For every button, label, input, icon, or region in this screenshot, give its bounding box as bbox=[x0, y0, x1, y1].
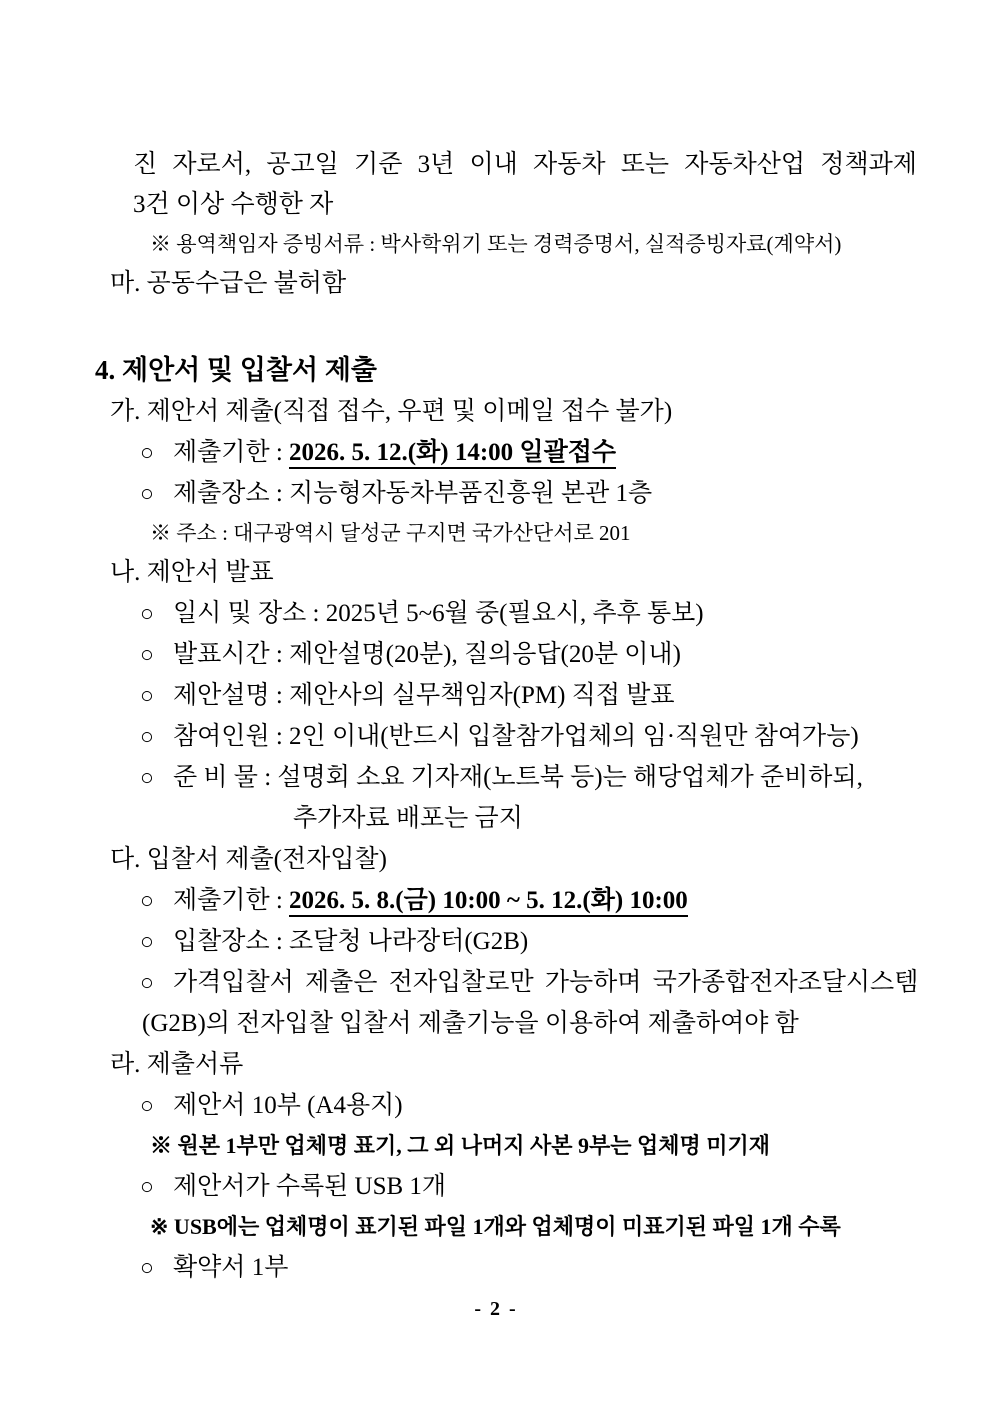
doc-usb-note: ※ USB에는 업체명이 표기된 파일 1개와 업체명이 미표기된 파일 1개 수록 bbox=[150, 1214, 841, 1239]
bullet-doc-usb bbox=[140, 1166, 992, 1207]
page-number: - 2 - bbox=[474, 1298, 518, 1320]
bid-place-text: 입찰장소 : 조달청 나라장터(G2B) bbox=[173, 928, 529, 955]
presentation-materials-text: 준 비 물 : 설명회 소요 기자재(노트북 등)는 해당업체가 준비하되, bbox=[173, 764, 863, 791]
bid-method-continuation: (G2B)의 전자입찰 입찰서 제출기능을 이용하여 제출하여야 함 bbox=[142, 1010, 799, 1037]
circle-bullet-icon: ○ bbox=[140, 888, 154, 913]
presentation-materials-continuation: 추가자료 배포는 금지 bbox=[293, 805, 523, 832]
item-da-label: 다. 입찰서 제출(전자입찰) bbox=[110, 846, 387, 873]
carryover-line-2: 3건 이상 수행한 자 bbox=[133, 191, 334, 218]
bullet-doc-pledge bbox=[140, 1247, 992, 1288]
circle-bullet-icon: ○ bbox=[140, 929, 154, 954]
bid-deadline-prefix: 제출기한 : bbox=[173, 887, 290, 914]
circle-bullet-icon: ○ bbox=[140, 481, 154, 506]
bullet-bid-deadline bbox=[140, 880, 992, 921]
bullet-presentation-schedule bbox=[140, 593, 992, 634]
submission-place-text: 제출장소 : 지능형자동차부품진흥원 본관 1층 bbox=[173, 480, 653, 507]
carryover-line-1: 진 자로서, 공고일 기준 3년 이내 자동차 또는 자동차산업 정책과제 bbox=[133, 151, 917, 178]
doc-proposal-text: 제안서 10부 (A4용지) bbox=[173, 1092, 403, 1119]
doc-usb-text: 제안서가 수록된 USB 1개 bbox=[173, 1173, 447, 1200]
circle-bullet-icon: ○ bbox=[140, 601, 154, 626]
section-gap bbox=[0, 304, 992, 349]
circle-bullet-icon: ○ bbox=[140, 765, 154, 790]
circle-bullet-icon: ○ bbox=[140, 724, 154, 749]
presentation-attendees-text: 참여인원 : 2인 이내(반드시 입찰참가업체의 임·직원만 참여가능) bbox=[173, 723, 859, 750]
circle-bullet-icon: ○ bbox=[140, 1093, 154, 1118]
bullet-presentation-materials bbox=[140, 757, 992, 798]
circle-bullet-icon: ○ bbox=[140, 683, 154, 708]
circle-bullet-icon: ○ bbox=[140, 642, 154, 667]
bullet-presentation-duration bbox=[140, 634, 992, 675]
bullet-bid-place bbox=[140, 921, 992, 962]
bid-deadline-value: 2026. 5. 8.(금) 10:00 ~ 5. 12.(화) 10:00 bbox=[289, 887, 688, 917]
bid-method-line1: 가격입찰서 제출은 전자입찰로만 가능하며 국가종합전자조달시스템 bbox=[173, 969, 919, 996]
bullet-doc-proposal bbox=[140, 1085, 992, 1126]
section-4-title: 4. 제안서 및 입찰서 제출 bbox=[95, 355, 377, 385]
item-na-label: 나. 제안서 발표 bbox=[110, 559, 274, 586]
address-note: ※ 주소 : 대구광역시 달성군 구지면 국가산단서로 201 bbox=[150, 521, 631, 545]
presentation-duration-text: 발표시간 : 제안설명(20분), 질의응답(20분 이내) bbox=[173, 641, 681, 668]
carryover-reference-note: ※ 용역책임자 증빙서류 : 박사학위기 또는 경력증명서, 실적증빙자료(계약서) bbox=[150, 232, 842, 256]
doc-pledge-text: 확약서 1부 bbox=[173, 1254, 289, 1281]
presentation-presenter-text: 제안설명 : 제안사의 실무책임자(PM) 직접 발표 bbox=[173, 682, 675, 709]
circle-bullet-icon: ○ bbox=[140, 1255, 154, 1280]
item-ma-label: 마. 공동수급은 불허함 bbox=[110, 270, 347, 297]
bullet-presentation-presenter bbox=[140, 675, 992, 716]
circle-bullet-icon: ○ bbox=[140, 970, 154, 995]
submission-deadline-value: 2026. 5. 12.(화) 14:00 일괄접수 bbox=[289, 439, 616, 469]
circle-bullet-icon: ○ bbox=[140, 440, 154, 465]
circle-bullet-icon: ○ bbox=[140, 1174, 154, 1199]
bullet-presentation-attendees bbox=[140, 716, 992, 757]
item-ga-label: 가. 제안서 제출(직접 접수, 우편 및 이메일 접수 불가) bbox=[110, 398, 673, 425]
doc-proposal-note: ※ 원본 1부만 업체명 표기, 그 외 나머지 사본 9부는 업체명 미기재 bbox=[150, 1133, 771, 1158]
bullet-bid-method bbox=[140, 962, 992, 1003]
bullet-submission-place bbox=[140, 473, 992, 514]
bullet-submission-deadline bbox=[140, 432, 992, 473]
submission-deadline-prefix: 제출기한 : bbox=[173, 439, 290, 466]
presentation-schedule-text: 일시 및 장소 : 2025년 5~6월 중(필요시, 추후 통보) bbox=[173, 600, 704, 627]
item-ra-label: 라. 제출서류 bbox=[110, 1051, 244, 1078]
